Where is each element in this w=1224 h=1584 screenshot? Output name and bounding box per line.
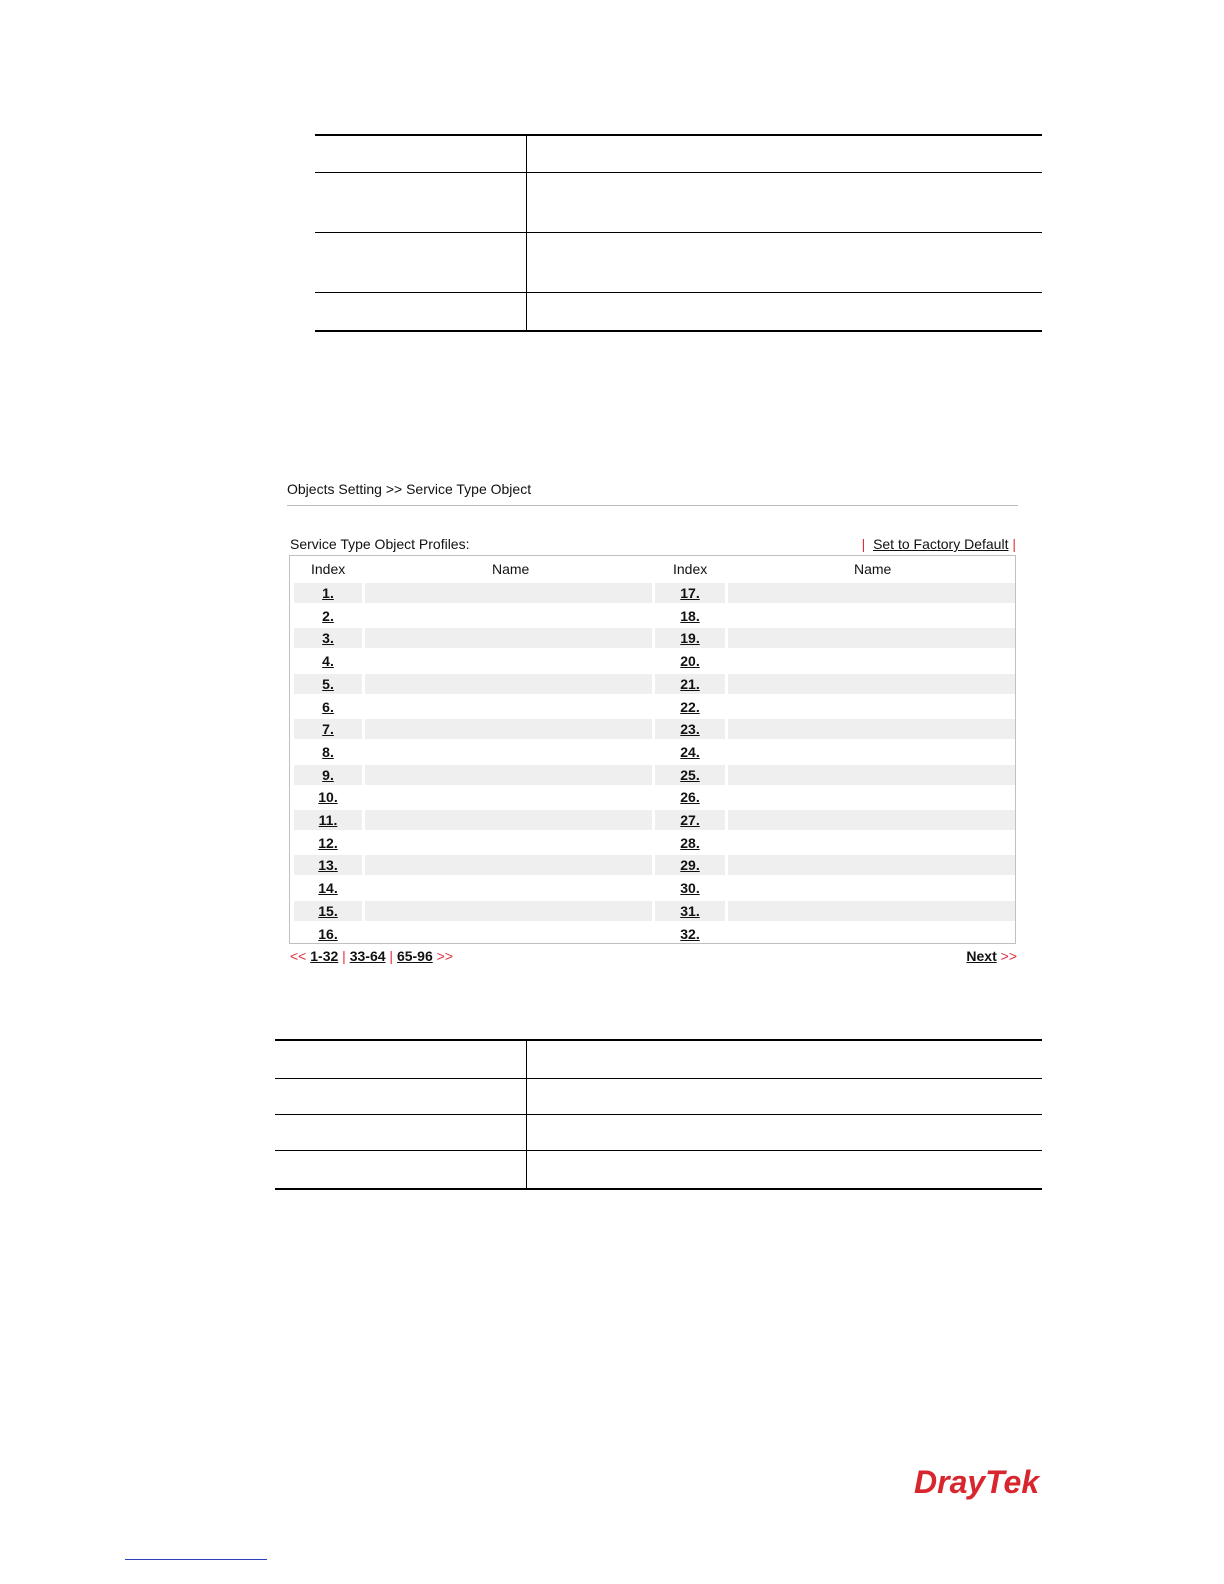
index-link[interactable]: 1.: [294, 583, 362, 603]
service-type-object-panel: [287, 480, 1019, 970]
name-cell: [365, 810, 652, 830]
index-link[interactable]: 22.: [680, 698, 700, 715]
table-row: [290, 765, 1015, 785]
name-cell: [365, 583, 652, 603]
table-row-rule: [275, 1150, 1042, 1151]
index-link[interactable]: 13.: [294, 855, 362, 875]
index-link[interactable]: 28.: [680, 834, 700, 851]
name-cell: [365, 674, 652, 694]
table-row: [290, 742, 1015, 762]
draytek-logo: [912, 1462, 1046, 1502]
prev-arrows[interactable]: <<: [290, 948, 307, 964]
profiles-title: Service Type Object Profiles:: [290, 536, 470, 552]
page-link-65-96[interactable]: 65-96: [396, 948, 433, 964]
index-link[interactable]: 25.: [655, 765, 725, 785]
separator: |: [389, 948, 394, 964]
next-arrows[interactable]: >>: [436, 948, 453, 964]
index-link[interactable]: 4.: [322, 653, 334, 670]
name-cell: [728, 742, 1015, 762]
table-row: [290, 878, 1015, 898]
table-row: [290, 583, 1015, 603]
index-link[interactable]: 15.: [294, 901, 362, 921]
description-table-bottom: [275, 1039, 1042, 1190]
name-cell: [728, 583, 1015, 603]
index-link[interactable]: 9.: [294, 765, 362, 785]
index-link[interactable]: 19.: [655, 628, 725, 648]
name-cell: [728, 651, 1015, 671]
index-link[interactable]: 14.: [318, 880, 338, 897]
table-row: [290, 674, 1015, 694]
table-row: [290, 901, 1015, 921]
table-row: [290, 833, 1015, 853]
index-link[interactable]: 8.: [322, 743, 334, 760]
name-cell: [365, 855, 652, 875]
name-cell: [728, 810, 1015, 830]
name-cell: [365, 606, 652, 626]
name-cell: [365, 651, 652, 671]
name-cell: [728, 833, 1015, 853]
index-link[interactable]: 2.: [322, 607, 334, 624]
index-link[interactable]: 17.: [655, 583, 725, 603]
index-link[interactable]: 30.: [680, 880, 700, 897]
factory-default-area: [862, 536, 1016, 552]
name-cell: [728, 765, 1015, 785]
breadcrumb-divider: [287, 505, 1018, 506]
index-link[interactable]: 11.: [294, 810, 362, 830]
index-link[interactable]: 29.: [655, 855, 725, 875]
separator: |: [1008, 536, 1016, 552]
name-cell: [365, 787, 652, 807]
name-cell: [728, 787, 1015, 807]
name-cell: [728, 628, 1015, 648]
pagination: [290, 948, 453, 964]
description-table-top: [315, 134, 1042, 332]
table-row-rule: [315, 172, 1042, 173]
name-cell: [728, 697, 1015, 717]
column-header-index: Index: [673, 561, 708, 577]
table-row: [290, 651, 1015, 671]
index-link[interactable]: 23.: [655, 719, 725, 739]
table-row-rule: [275, 1114, 1042, 1115]
index-link[interactable]: 26.: [680, 789, 700, 806]
table-divider: [526, 136, 527, 330]
name-cell: [728, 719, 1015, 739]
index-link[interactable]: 20.: [680, 653, 700, 670]
name-cell: [365, 742, 652, 762]
breadcrumb: Objects Setting >> Service Type Object: [287, 481, 532, 497]
name-cell: [728, 901, 1015, 921]
index-link[interactable]: 21.: [655, 674, 725, 694]
table-row: [290, 924, 1015, 944]
name-cell: [728, 878, 1015, 898]
name-cell: [365, 628, 652, 648]
index-link[interactable]: 31.: [655, 901, 725, 921]
set-factory-default-link[interactable]: Set to Factory Default: [873, 536, 1009, 552]
index-link[interactable]: 32.: [680, 925, 700, 942]
page-link-1-32[interactable]: 1-32: [310, 948, 339, 964]
index-link[interactable]: 6.: [322, 698, 334, 715]
name-cell: [365, 697, 652, 717]
name-cell: [365, 833, 652, 853]
separator: |: [342, 948, 346, 964]
page-link-33-64[interactable]: 33-64: [349, 948, 386, 964]
index-link[interactable]: 16.: [318, 925, 338, 942]
name-cell: [365, 719, 652, 739]
index-link[interactable]: 12.: [318, 834, 338, 851]
name-cell: [728, 855, 1015, 875]
profiles-table: [289, 555, 1016, 944]
index-link[interactable]: 7.: [294, 719, 362, 739]
index-link[interactable]: 5.: [294, 674, 362, 694]
table-row: [290, 606, 1015, 626]
table-row: [290, 855, 1015, 875]
name-cell: [728, 924, 1015, 944]
index-link[interactable]: 27.: [655, 810, 725, 830]
svg-text:DrayTek: DrayTek: [914, 1464, 1040, 1500]
table-row: [290, 697, 1015, 717]
name-cell: [365, 765, 652, 785]
column-header-index: Index: [311, 561, 346, 577]
next-arrows[interactable]: >>: [1000, 948, 1017, 964]
table-row: [290, 810, 1015, 830]
index-link[interactable]: 3.: [294, 628, 362, 648]
separator: |: [861, 536, 874, 552]
index-link[interactable]: 10.: [318, 789, 338, 806]
table-row-rule: [315, 292, 1042, 293]
name-cell: [365, 878, 652, 898]
index-link[interactable]: 18.: [680, 607, 700, 624]
column-header-name: Name: [854, 561, 892, 577]
table-row: [290, 719, 1015, 739]
name-cell: [728, 674, 1015, 694]
footer-link-underline: [125, 1559, 267, 1560]
next-area: [966, 948, 1017, 964]
table-row-rule: [275, 1078, 1042, 1079]
table-row: [290, 628, 1015, 648]
table-row: [290, 787, 1015, 807]
table-row-rule: [315, 232, 1042, 233]
name-cell: [728, 606, 1015, 626]
name-cell: [365, 901, 652, 921]
index-link[interactable]: 24.: [680, 743, 700, 760]
next-link[interactable]: Next: [966, 948, 997, 964]
column-header-name: Name: [492, 561, 530, 577]
name-cell: [365, 924, 652, 944]
